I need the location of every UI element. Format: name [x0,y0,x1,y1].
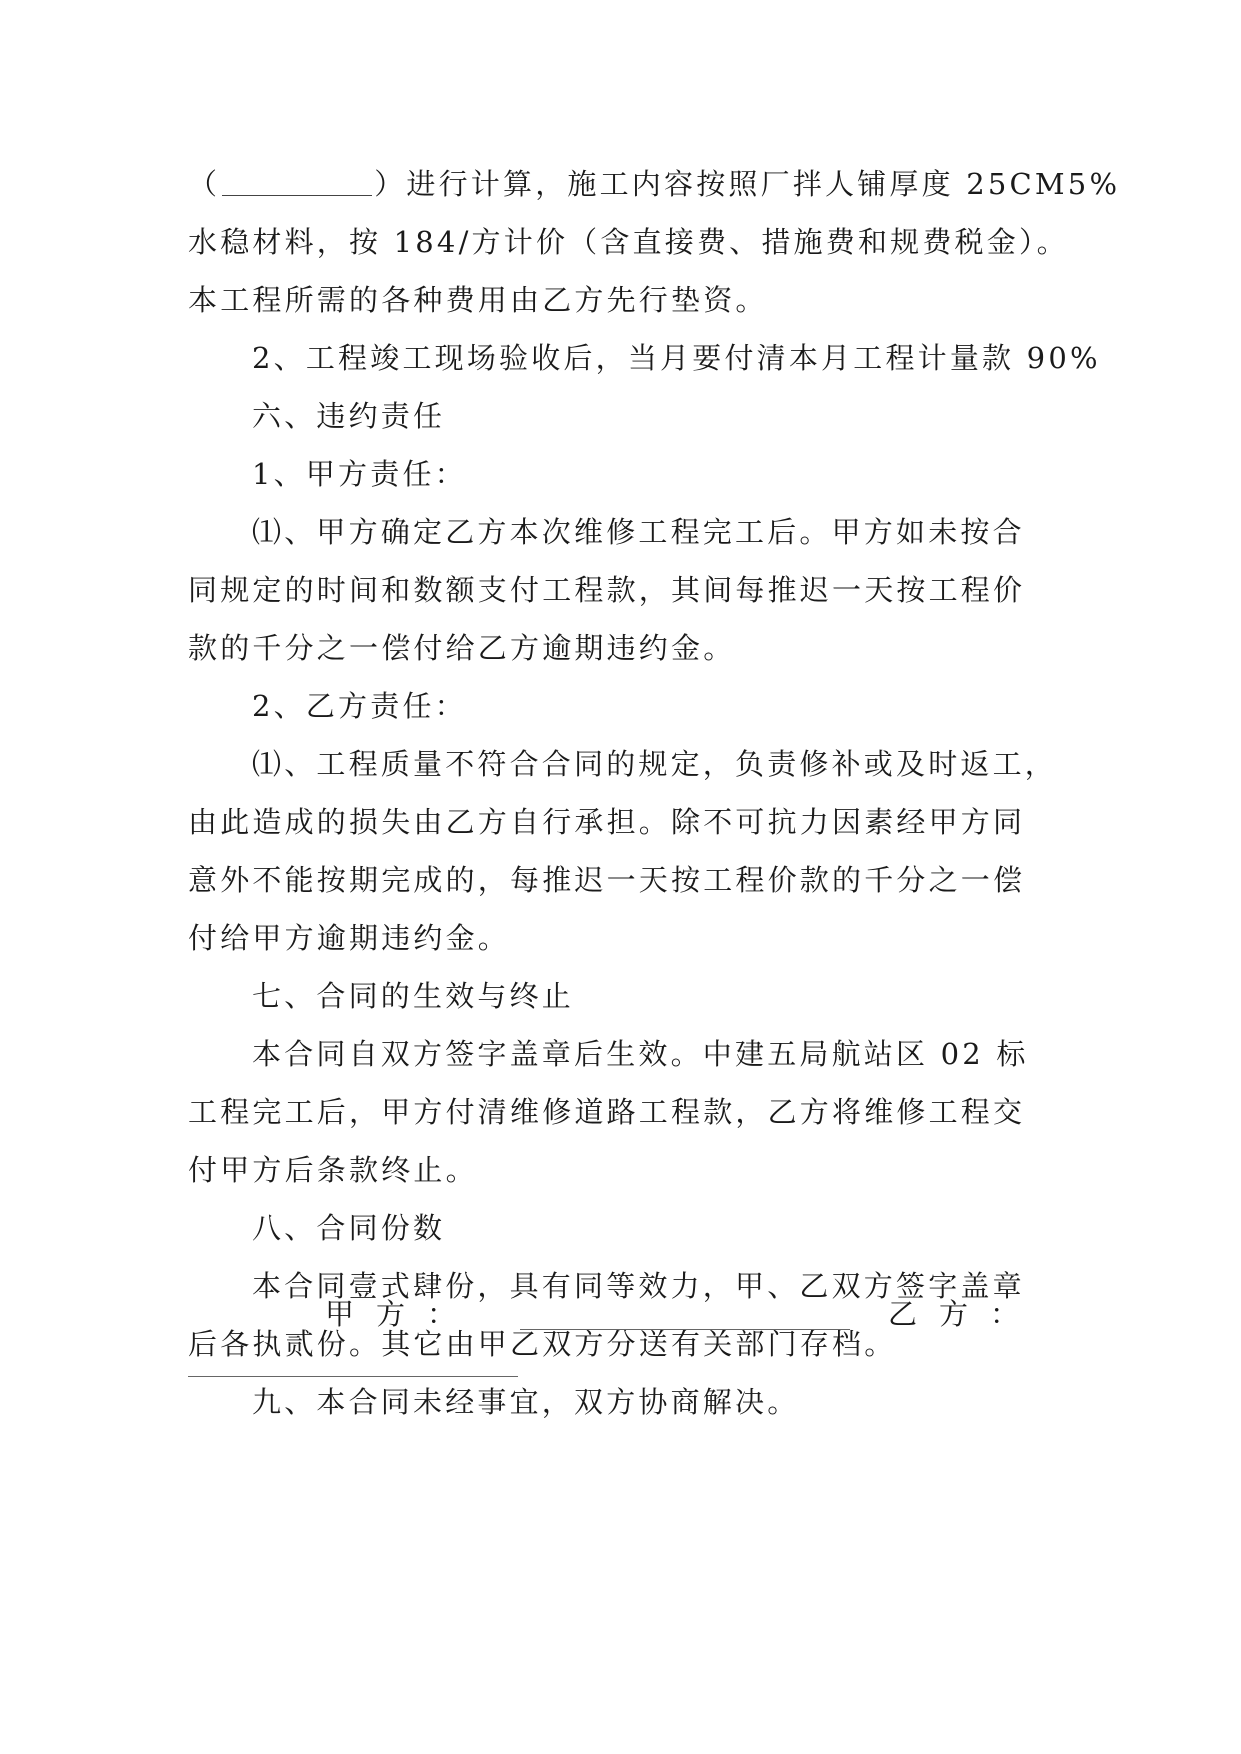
paragraph-text: 付给甲方逾期违约金。 [188,921,511,955]
paragraph-line [188,967,1058,1025]
paragraph-line [188,155,1121,213]
paragraph-line [188,735,1058,793]
paragraph-text: 后各执贰份。其它由甲乙双方分送有关部门存档。 [188,1327,897,1361]
paragraph-text: 2、工程竣工现场验收后，当月要付清本月工程计量款 90% [252,341,1101,375]
paragraph-text: 同规定的时间和数额支付工程款，其间每推迟一天按工程价 [188,573,1026,607]
party-a-signature-line [520,1329,850,1330]
paragraph-text: 九、本合同未经事宜，双方协商解决。 [252,1385,800,1419]
paragraph-line [188,1083,1058,1141]
paragraph-text: 六、违约责任 [252,399,446,433]
paragraph-line [188,793,1058,851]
signature-block [188,1285,1058,1343]
paragraph-line [188,503,1058,561]
paragraph-line [188,1373,1058,1431]
paragraph-line [188,851,1058,909]
paragraph-line [188,329,1101,387]
party-b-signature-line [188,1376,518,1377]
paragraph-text: ）进行计算，施工内容按照厂拌人铺厚度 25CM5% [374,167,1121,201]
paragraph-line [188,561,1058,619]
paragraph-text: 意外不能按期完成的，每推迟一天按工程价款的千分之一偿 [188,863,1026,897]
paragraph-text: 本合同壹式肆份，具有同等效力，甲、乙双方签字盖章 [252,1269,1025,1303]
paragraph-line [188,387,1058,445]
paragraph-text: 款的千分之一偿付给乙方逾期违约金。 [188,631,736,665]
paragraph-text: 本合同自双方签字盖章后生效。中建五局航站区 02 标 [252,1037,1029,1071]
paragraph-text: ⑴、甲方确定乙方本次维修工程完工后。甲方如未按合 [252,515,1025,549]
fill-in-blank [222,161,372,196]
paragraph-line [188,1199,1058,1257]
paragraph-text: ⑴、工程质量不符合合同的规定，负责修补或及时返工， [252,747,1058,781]
paragraph-text: 水稳材料，按 184/方计价（含直接费、措施费和规费税金）。 [188,225,1069,259]
paragraph-text: 2、乙方责任： [252,689,467,723]
paragraph-text: 1、甲方责任： [252,457,467,491]
paragraph-text: 付甲方后条款终止。 [188,1153,478,1187]
paragraph-line [188,619,1058,677]
paragraph-line [188,445,1058,503]
paragraph-line [188,271,1058,329]
paragraph-line [188,1141,1058,1199]
paragraph-line [188,677,1058,735]
paragraph-text: 工程完工后，甲方付清维修道路工程款，乙方将维修工程交 [188,1095,1026,1129]
paragraph-text: （ [188,167,221,201]
paragraph-text: 七、合同的生效与终止 [252,979,575,1013]
party-b-label: 乙方： [888,1297,1042,1331]
paragraph-line [188,909,1058,967]
paragraph-text: 本工程所需的各种费用由乙方先行垫资。 [188,283,768,317]
paragraph-text: 由此造成的损失由乙方自行承担。除不可抗力因素经甲方同 [188,805,1026,839]
paragraph-text: 八、合同份数 [252,1211,446,1245]
party-a-label: 甲方： [325,1297,479,1331]
contract-body [188,155,1121,1431]
paragraph-line [188,213,1069,271]
paragraph-line [188,1025,1058,1083]
